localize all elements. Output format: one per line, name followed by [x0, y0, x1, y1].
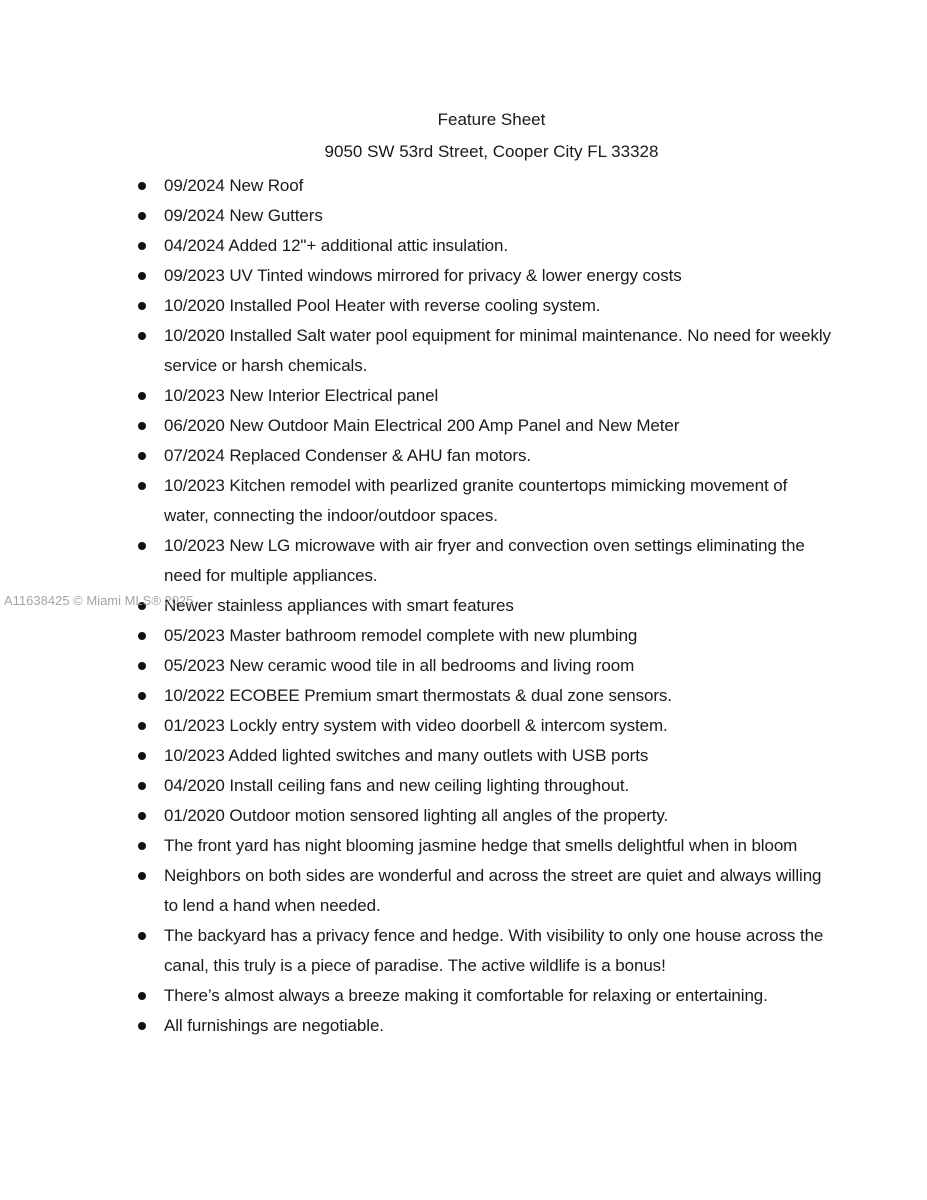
bullet-icon	[138, 932, 146, 940]
feature-text: The front yard has night blooming jasmine hedge that smells delightful when in bloom	[164, 836, 798, 855]
bullet-icon	[138, 842, 146, 850]
feature-item	[132, 981, 832, 1011]
feature-text: 05/2023 New ceramic wood tile in all bedrooms and living room	[164, 656, 635, 675]
feature-item	[132, 711, 832, 741]
bullet-icon	[138, 392, 146, 400]
feature-item	[132, 231, 832, 261]
bullet-icon	[138, 752, 146, 760]
bullet-icon	[138, 332, 146, 340]
bullet-icon	[138, 1022, 146, 1030]
feature-text: Neighbors on both sides are wonderful and across the street are quiet and always willing to lend a hand when needed.	[164, 866, 822, 915]
bullet-icon	[138, 692, 146, 700]
bullet-icon	[138, 452, 146, 460]
bullet-icon	[138, 872, 146, 880]
feature-text: Newer stainless appliances with smart features	[164, 596, 514, 615]
feature-item	[132, 1011, 832, 1041]
feature-text: 01/2023 Lockly entry system with video doorbell & intercom system.	[164, 716, 668, 735]
bullet-icon	[138, 662, 146, 670]
feature-item	[132, 321, 832, 381]
bullet-icon	[138, 542, 146, 550]
bullet-icon	[138, 242, 146, 250]
feature-text: 06/2020 New Outdoor Main Electrical 200 Amp Panel and New Meter	[164, 416, 680, 435]
bullet-icon	[138, 482, 146, 490]
feature-text: 09/2024 New Roof	[164, 176, 304, 195]
feature-item	[132, 381, 832, 411]
bullet-icon	[138, 632, 146, 640]
bullet-icon	[138, 212, 146, 220]
feature-item	[132, 861, 832, 921]
feature-text: 10/2023 Kitchen remodel with pearlized granite countertops mimicking movement of water, connecting the indoor/outdoor spaces.	[164, 476, 788, 525]
feature-item	[132, 411, 832, 441]
feature-item	[132, 741, 832, 771]
bullet-icon	[138, 992, 146, 1000]
feature-item	[132, 261, 832, 291]
feature-item	[132, 771, 832, 801]
bullet-icon	[138, 812, 146, 820]
feature-text: All furnishings are negotiable.	[164, 1016, 384, 1035]
mls-watermark: A11638425 © Miami MLS® 2025	[4, 593, 194, 608]
feature-text: 09/2024 New Gutters	[164, 206, 323, 225]
feature-text: 10/2022 ECOBEE Premium smart thermostats & dual zone sensors.	[164, 686, 672, 705]
feature-text: 09/2023 UV Tinted windows mirrored for privacy & lower energy costs	[164, 266, 682, 285]
feature-item	[132, 471, 832, 531]
feature-text: The backyard has a privacy fence and hedge. With visibility to only one house across the canal, this truly is a piece of paradise. The active wildlife is a bonus!	[164, 926, 824, 975]
feature-item	[132, 651, 832, 681]
feature-item	[132, 201, 832, 231]
feature-item	[132, 171, 832, 201]
bullet-icon	[138, 272, 146, 280]
feature-item	[132, 621, 832, 651]
feature-item	[132, 591, 832, 621]
feature-text: 10/2023 Added lighted switches and many outlets with USB ports	[164, 746, 649, 765]
feature-text: 01/2020 Outdoor motion sensored lighting all angles of the property.	[164, 806, 669, 825]
property-address: 9050 SW 53rd Street, Cooper City FL 33328	[324, 142, 659, 161]
bullet-icon	[138, 782, 146, 790]
feature-text: 10/2023 New Interior Electrical panel	[164, 386, 439, 405]
feature-item	[132, 801, 832, 831]
feature-text: 10/2023 New LG microwave with air fryer and convection oven settings eliminating the need for multiple appliances.	[164, 536, 805, 585]
bullet-icon	[138, 422, 146, 430]
feature-text: 10/2020 Installed Pool Heater with reverse cooling system.	[164, 296, 601, 315]
document-title: Feature Sheet	[437, 110, 546, 129]
feature-item	[132, 441, 832, 471]
bullet-icon	[138, 722, 146, 730]
feature-text: 04/2020 Install ceiling fans and new ceiling lighting throughout.	[164, 776, 630, 795]
bullet-icon	[138, 182, 146, 190]
feature-item	[132, 291, 832, 321]
feature-text: 07/2024 Replaced Condenser & AHU fan motors.	[164, 446, 531, 465]
feature-item	[132, 531, 832, 591]
feature-item	[132, 921, 832, 981]
feature-list	[132, 171, 832, 1041]
feature-text: 10/2020 Installed Salt water pool equipment for minimal maintenance. No need for weekly service or harsh chemicals.	[164, 326, 831, 375]
feature-item	[132, 681, 832, 711]
feature-text: There’s almost always a breeze making it comfortable for relaxing or entertaining.	[164, 986, 768, 1005]
feature-text: 05/2023 Master bathroom remodel complete with new plumbing	[164, 626, 638, 645]
feature-text: 04/2024 Added 12"+ additional attic insulation.	[164, 236, 508, 255]
feature-item	[132, 831, 832, 861]
bullet-icon	[138, 602, 146, 610]
bullet-icon	[138, 302, 146, 310]
